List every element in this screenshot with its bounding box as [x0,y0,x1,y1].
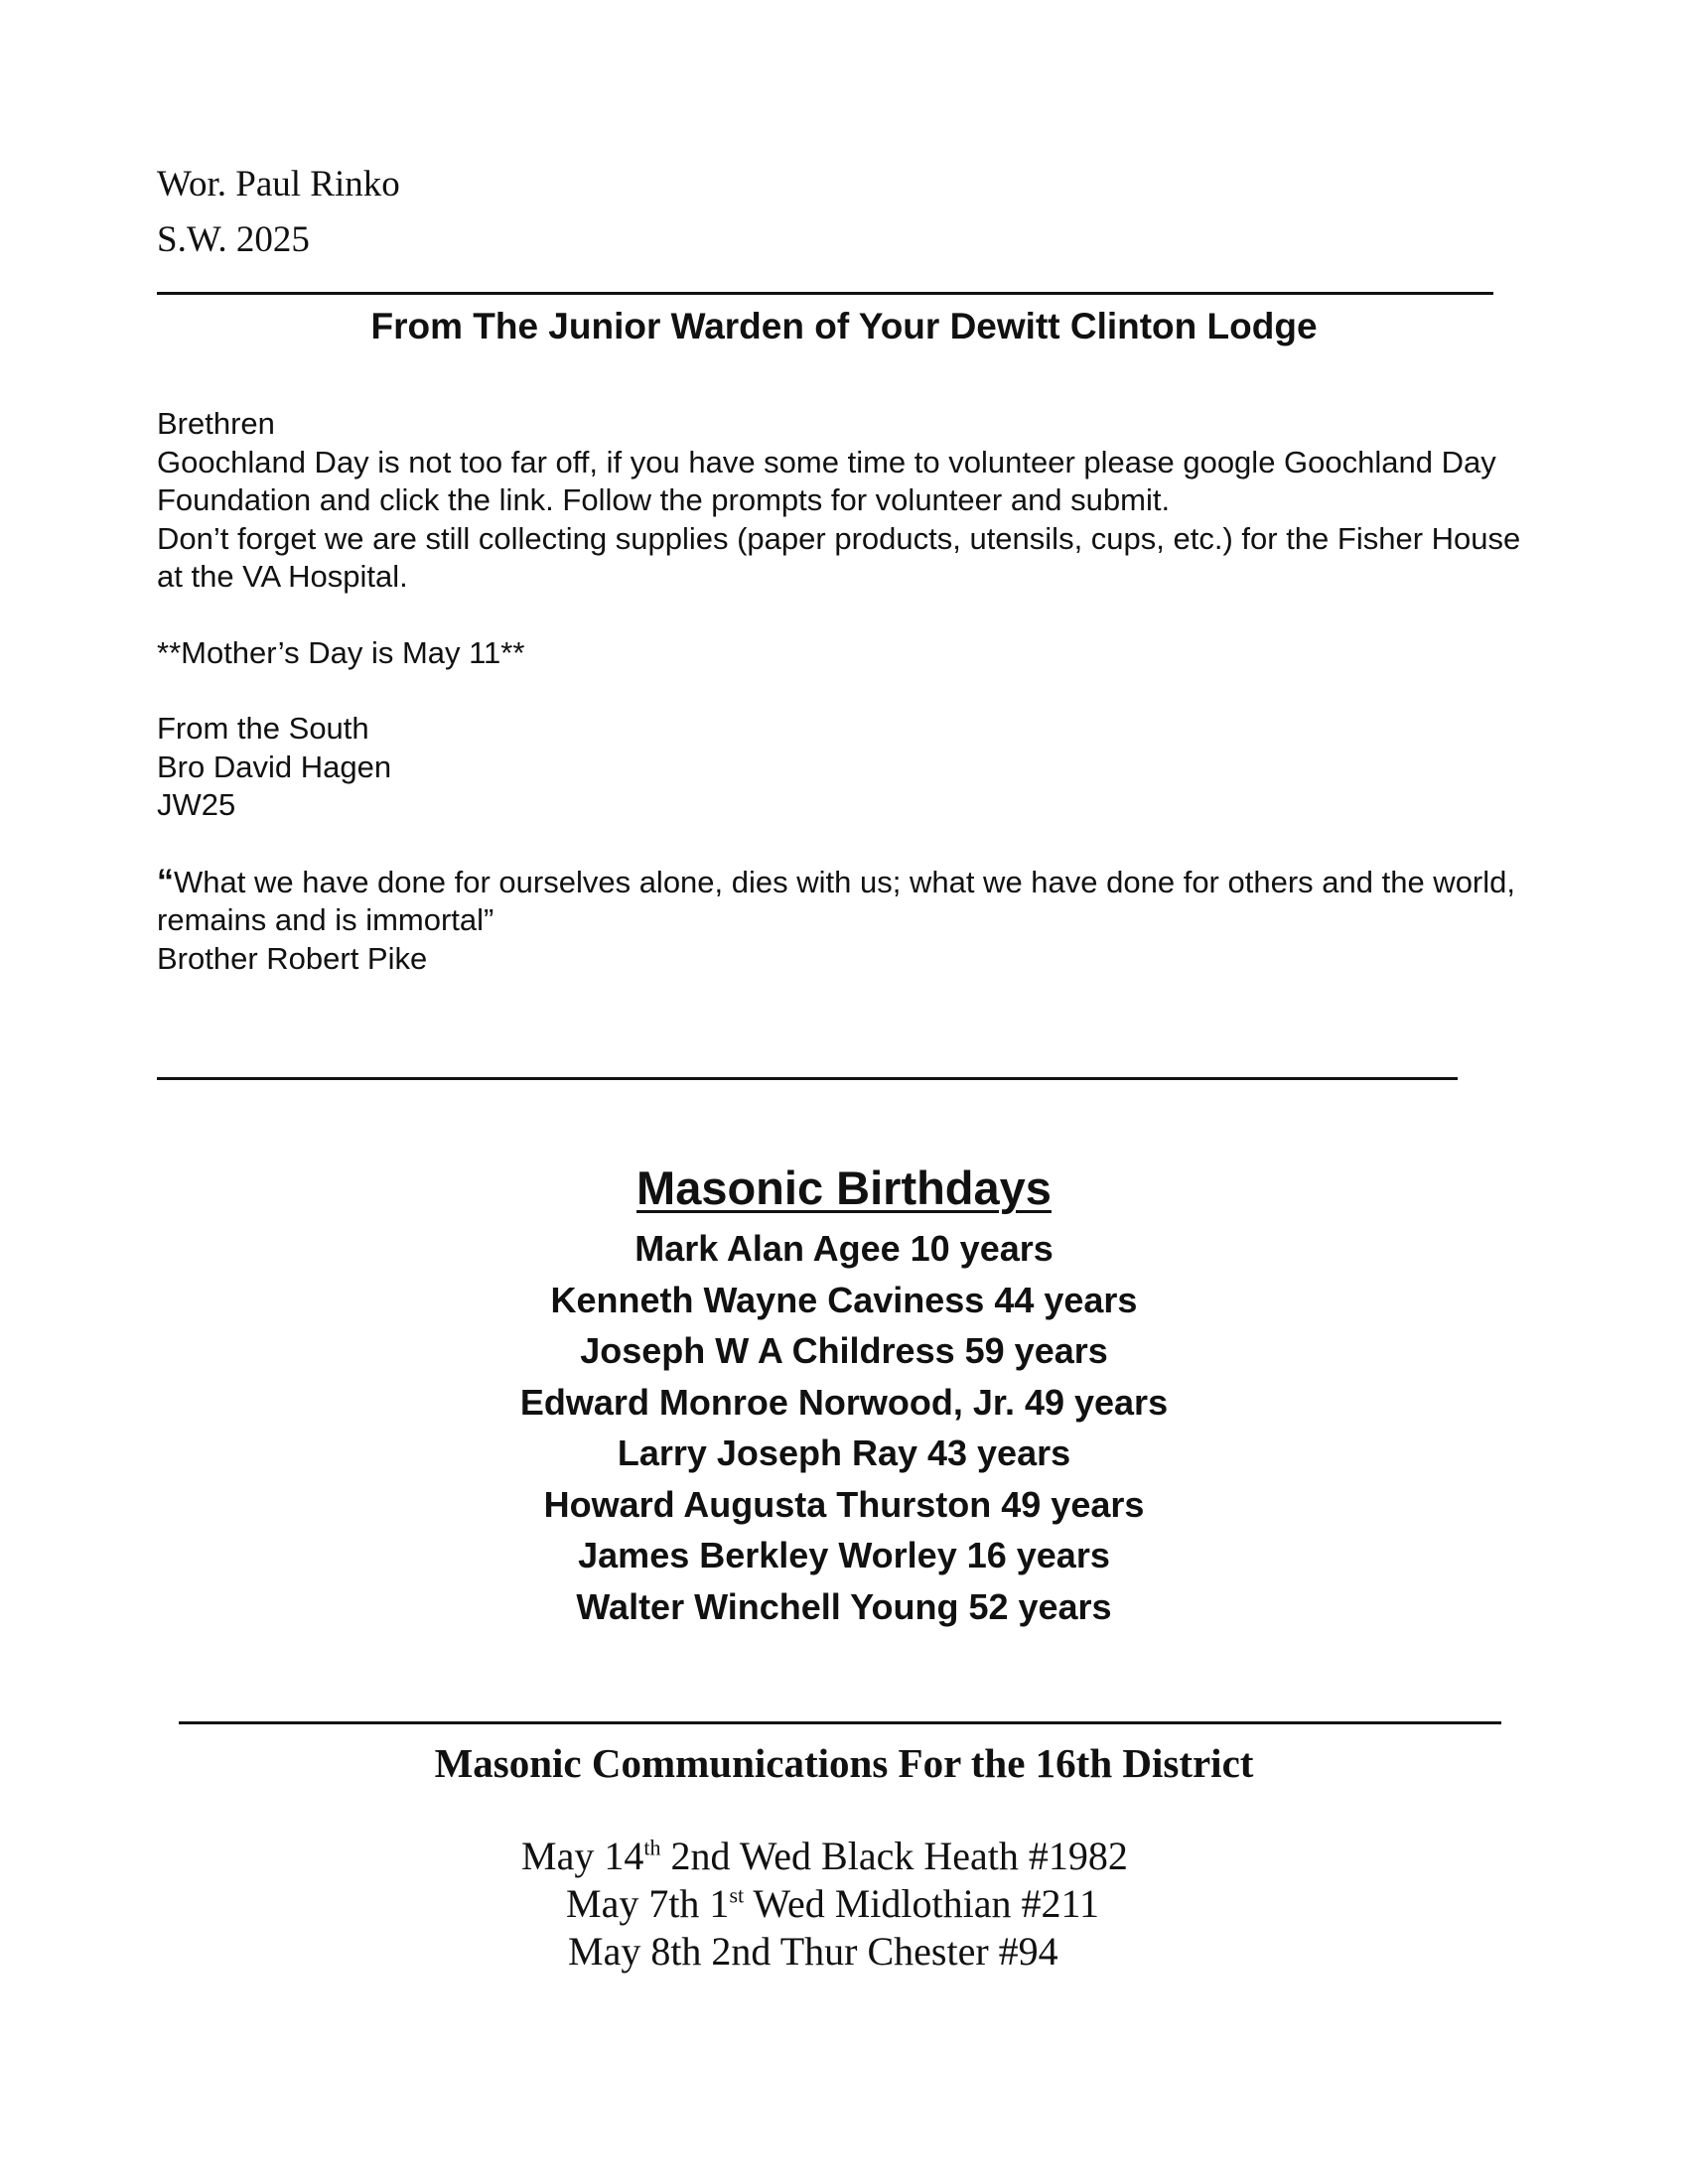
quote-open-mark: “ [157,862,174,900]
signoff-line-1: From the South [157,711,369,746]
communication-line: May 7th 1st Wed Midlothian #211 [566,1881,1099,1926]
communication-line: May 8th 2nd Thur Chester #94 [568,1929,1058,1974]
birthdays-title: Masonic Birthdays [636,1161,1052,1214]
birthday-entry: James Berkley Worley 16 years [578,1535,1110,1575]
signoff-line-3: JW25 [157,787,236,822]
fisher-house-paragraph: Don’t forget we are still collecting supplies (paper products, utensils, cups, etc.) for the Fisher House at the VA Hospital. [157,520,1521,594]
mothers-day-note: **Mother’s Day is May 11** [157,634,525,670]
birthday-entry: Howard Augusta Thurston 49 years [543,1483,1145,1525]
birthday-entry: Edward Monroe Norwood, Jr. 49 years [519,1381,1169,1423]
goochland-day-paragraph: Goochland Day is not too far off, if you have some time to volunteer please google Goochland Day Foundation and click the link. Follow the prompts for volunteer and submit. [157,444,1496,517]
masonic-birthdays-section [0,1158,1688,1632]
junior-warden-message [157,405,1547,978]
salutation: Brethren [157,406,275,441]
communication-line: May 14th 2nd Wed Black Heath #1982 [521,1834,1128,1878]
quote-text: What we have done for ourselves alone, dies with us; what we have done for others and the world, remains and is immortal” [157,864,1515,937]
section-divider [157,1077,1458,1080]
quote [157,863,1547,940]
signature-name: Wor. Paul Rinko [157,164,400,205]
signature-title: S.W. 2025 [157,219,310,260]
section-divider [179,1721,1501,1724]
birthday-entry: Walter Winchell Young 52 years [576,1585,1112,1627]
signature-block [157,157,400,268]
junior-warden-heading: From The Junior Warden of Your Dewitt Clinton Lodge [370,306,1318,346]
signoff-line-2: Bro David Hagen [157,749,392,784]
birthday-entry: Larry Joseph Ray 43 years [617,1433,1071,1473]
section-divider [157,292,1493,295]
birthday-entry: Mark Alan Agee 10 years [634,1228,1054,1269]
birthday-entry: Joseph W A Childress 59 years [580,1330,1108,1371]
communications-heading: Masonic Communications For the 16th District [434,1740,1254,1786]
birthday-entry: Kenneth Wayne Caviness 44 years [550,1279,1138,1320]
quote-author: Brother Robert Pike [157,940,428,976]
